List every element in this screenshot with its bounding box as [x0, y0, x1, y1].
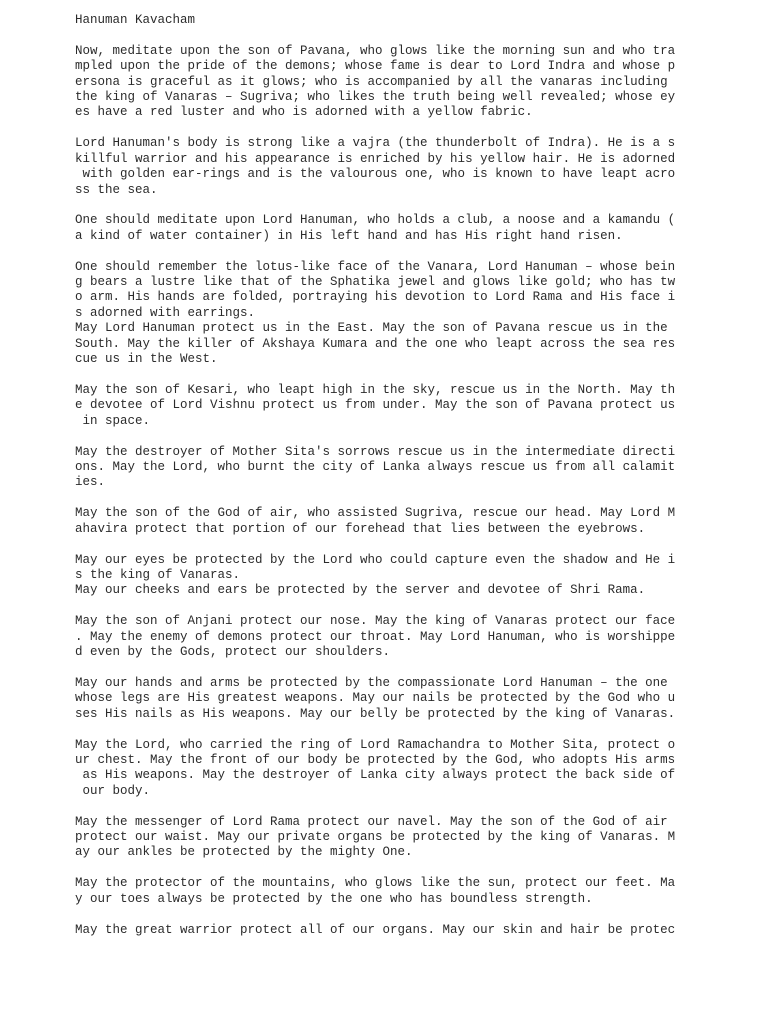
text-line: with golden ear-rings and is the valourous one, who is known to have leapt acro	[75, 167, 676, 182]
text-line: ur chest. May the front of our body be protected by the God, who adopts His arms	[75, 752, 676, 767]
paragraph-gap	[75, 537, 675, 553]
paragraph	[75, 445, 675, 491]
text-line: ons. May the Lord, who burnt the city of Lanka always rescue us from all calamit	[75, 459, 676, 474]
paragraph	[75, 383, 675, 429]
text-line: May the son of the God of air, who assisted Sugriva, rescue our head. May Lord M	[75, 506, 676, 521]
paragraph	[75, 923, 675, 938]
text-line: our body.	[75, 783, 151, 798]
text-line: One should meditate upon Lord Hanuman, who holds a club, a noose and a kamandu (	[75, 213, 676, 228]
text-line: May the destroyer of Mother Sita's sorrows rescue us in the intermediate directi	[75, 444, 676, 459]
text-line: May the protector of the mountains, who glows like the sun, protect our feet. Ma	[75, 876, 676, 891]
paragraph-gap	[75, 599, 675, 615]
document-body	[75, 44, 675, 938]
paragraph-gap	[75, 121, 675, 137]
text-line: y our toes always be protected by the one who has boundless strength.	[75, 891, 593, 906]
text-line: May our hands and arms be protected by the compassionate Lord Hanuman – the one	[75, 675, 668, 690]
document-title: Hanuman Kavacham	[75, 13, 196, 27]
paragraph	[75, 738, 675, 800]
text-line: ersona is graceful as it glows; who is accompanied by all the vanaras including	[75, 74, 668, 89]
paragraph-gap	[75, 28, 675, 44]
paragraph-gap	[75, 491, 675, 507]
text-line: ss the sea.	[75, 182, 158, 197]
text-line: South. May the killer of Akshaya Kumara and the one who leapt across the sea res	[75, 336, 676, 351]
text-line: s the king of Vanaras.	[75, 567, 241, 582]
text-line: protect our waist. May our private organs be protected by the king of Vanaras. M	[75, 830, 676, 845]
text-line: killful warrior and his appearance is enriched by his yellow hair. He is adorned	[75, 151, 676, 166]
text-line: May the son of Kesari, who leapt high in the sky, rescue us in the North. May th	[75, 382, 676, 397]
text-line: the king of Vanaras – Sugriva; who likes the truth being well revealed; whose ey	[75, 90, 676, 105]
paragraph-gap	[75, 861, 675, 877]
paragraph	[75, 676, 675, 722]
paragraph	[75, 876, 675, 907]
paragraph-gap	[75, 799, 675, 815]
text-line: o arm. His hands are folded, portraying his devotion to Lord Rama and His face i	[75, 290, 676, 305]
paragraph-gap	[75, 907, 675, 923]
text-line: ses His nails as His weapons. May our belly be protected by the king of Vanaras.	[75, 706, 676, 721]
paragraph	[75, 44, 675, 121]
paragraph	[75, 506, 675, 537]
text-line: mpled upon the pride of the demons; whose fame is dear to Lord Indra and whose p	[75, 59, 676, 74]
text-line: . May the enemy of demons protect our throat. May Lord Hanuman, who is worshippe	[75, 629, 676, 644]
paragraph	[75, 213, 675, 244]
text-line: s adorned with earrings.	[75, 305, 256, 320]
text-line: a kind of water container) in His left hand and has His right hand risen.	[75, 228, 623, 243]
text-line: May our cheeks and ears be protected by the server and devotee of Shri Rama.	[75, 583, 646, 598]
paragraph-gap	[75, 244, 675, 260]
text-line: in space.	[75, 413, 151, 428]
text-line: ahavira protect that portion of our forehead that lies between the eyebrows.	[75, 521, 646, 536]
text-line: May the great warrior protect all of our organs. May our skin and hair be protec	[75, 922, 676, 937]
text-line: as His weapons. May the destroyer of Lanka city always protect the back side of	[75, 768, 676, 783]
text-line: e devotee of Lord Vishnu protect us from under. May the son of Pavana protect us	[75, 398, 676, 413]
paragraph-gap	[75, 722, 675, 738]
text-line: May Lord Hanuman protect us in the East. May the son of Pavana rescue us in the	[75, 321, 668, 336]
text-line: May the messenger of Lord Rama protect our navel. May the son of the God of air	[75, 814, 668, 829]
paragraph	[75, 260, 675, 368]
text-line: Now, meditate upon the son of Pavana, who glows like the morning sun and who tra	[75, 43, 676, 58]
paragraph	[75, 614, 675, 660]
text-line: One should remember the lotus-like face of the Vanara, Lord Hanuman – whose bein	[75, 259, 676, 274]
paragraph-gap	[75, 367, 675, 383]
text-line: g bears a lustre like that of the Sphatika jewel and glows like gold; who has tw	[75, 275, 676, 290]
paragraph	[75, 553, 675, 599]
paragraph	[75, 815, 675, 861]
text-line: ay our ankles be protected by the mighty One.	[75, 845, 413, 860]
text-line: May the son of Anjani protect our nose. May the king of Vanaras protect our face	[75, 614, 676, 629]
text-line: d even by the Gods, protect our shoulders.	[75, 645, 391, 659]
text-line: ies.	[75, 475, 106, 490]
text-line: Lord Hanuman's body is strong like a vajra (the thunderbolt of Indra). He is a s	[75, 136, 676, 151]
document-page	[75, 13, 675, 938]
text-line: May our eyes be protected by the Lord who could capture even the shadow and He i	[75, 552, 676, 567]
paragraph-gap	[75, 660, 675, 676]
text-line: whose legs are His greatest weapons. May our nails be protected by the God who u	[75, 691, 676, 706]
text-line: cue us in the West.	[75, 352, 218, 367]
paragraph-gap	[75, 198, 675, 214]
paragraph	[75, 136, 675, 198]
text-line: es have a red luster and who is adorned with a yellow fabric.	[75, 105, 533, 120]
text-line: May the Lord, who carried the ring of Lord Ramachandra to Mother Sita, protect o	[75, 737, 676, 752]
paragraph-gap	[75, 429, 675, 445]
